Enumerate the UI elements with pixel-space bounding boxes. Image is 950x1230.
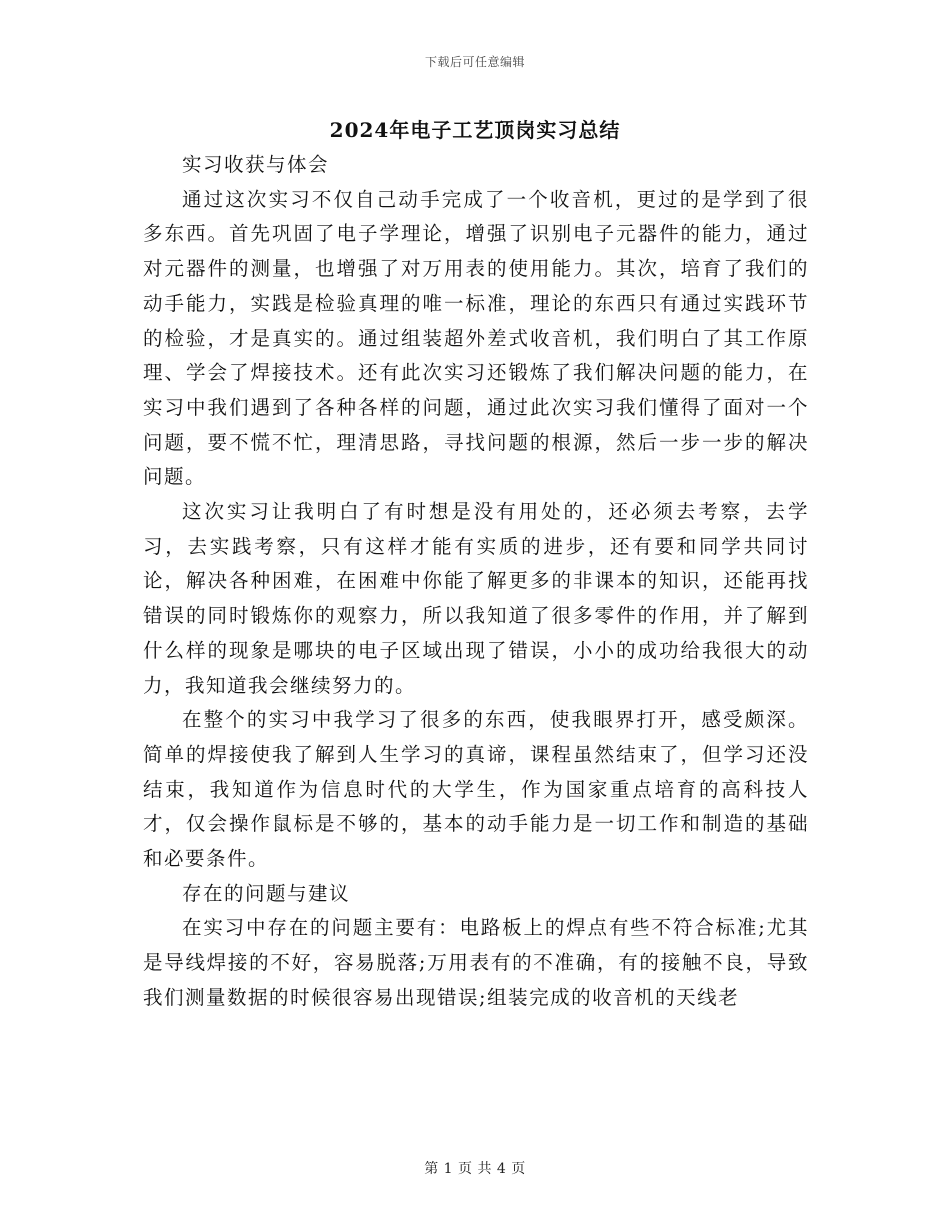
document-title: 2024年电子工艺顶岗实习总结 [329, 118, 621, 142]
paragraph: 在实习中存在的问题主要有：电路板上的焊点有些不符合标准;尤其是导线焊接的不好，容易脱落;万用表有的不准确，有的接触不良，导致我们测量数据的时候很容易出现错误;组装完成的收音机的天线老 [143, 916, 809, 1009]
document-body [143, 148, 809, 1016]
page-number-footer: 第 1 页 共 4 页 [424, 1161, 526, 1177]
paragraph: 这次实习让我明白了有时想是没有用处的，还必须去考察，去学习，去实践考察，只有这样才能有实质的进步，还有要和同学共同讨论，解决各种困难，在困难中你能了解更多的非课本的知识，还能再找错误的同时锻炼你的观察力，所以我知道了很多零件的作用，并了解到什么样的现象是哪块的电子区域出现了错误，小小的成功给我很大的动力，我知道我会继续努力的。 [143, 500, 809, 697]
section-heading-issues: 存在的问题与建议 [182, 881, 351, 905]
section-heading-gains: 实习收获与体会 [182, 153, 330, 176]
paragraph: 在整个的实习中我学习了很多的东西，使我眼界打开，感受颇深。简单的焊接使我了解到人生学习的真谛，课程虽然结束了，但学习还没结束，我知道作为信息时代的大学生，作为国家重点培育的高科技人才，仅会操作鼠标是不够的，基本的动手能力是一切工作和制造的基础和必要条件。 [143, 708, 809, 871]
paragraph: 通过这次实习不仅自己动手完成了一个收音机，更过的是学到了很多东西。首先巩固了电子学理论，增强了识别电子元器件的能力，通过对元器件的测量，也增强了对万用表的使用能力。其次，培育了我们的动手能力，实践是检验真理的唯一标准，理论的东西只有通过实践环节的检验，才是真实的。通过组装超外差式收音机，我们明白了其工作原理、学会了焊接技术。还有此次实习还锻炼了我们解决问题的能力，在实习中我们遇到了各种各样的问题，通过此次实习我们懂得了面对一个问题，要不慌不忙，理清思路，寻找问题的根源，然后一步一步的解决问题。 [143, 187, 809, 489]
header-note: 下载后可任意编辑 [424, 55, 525, 69]
